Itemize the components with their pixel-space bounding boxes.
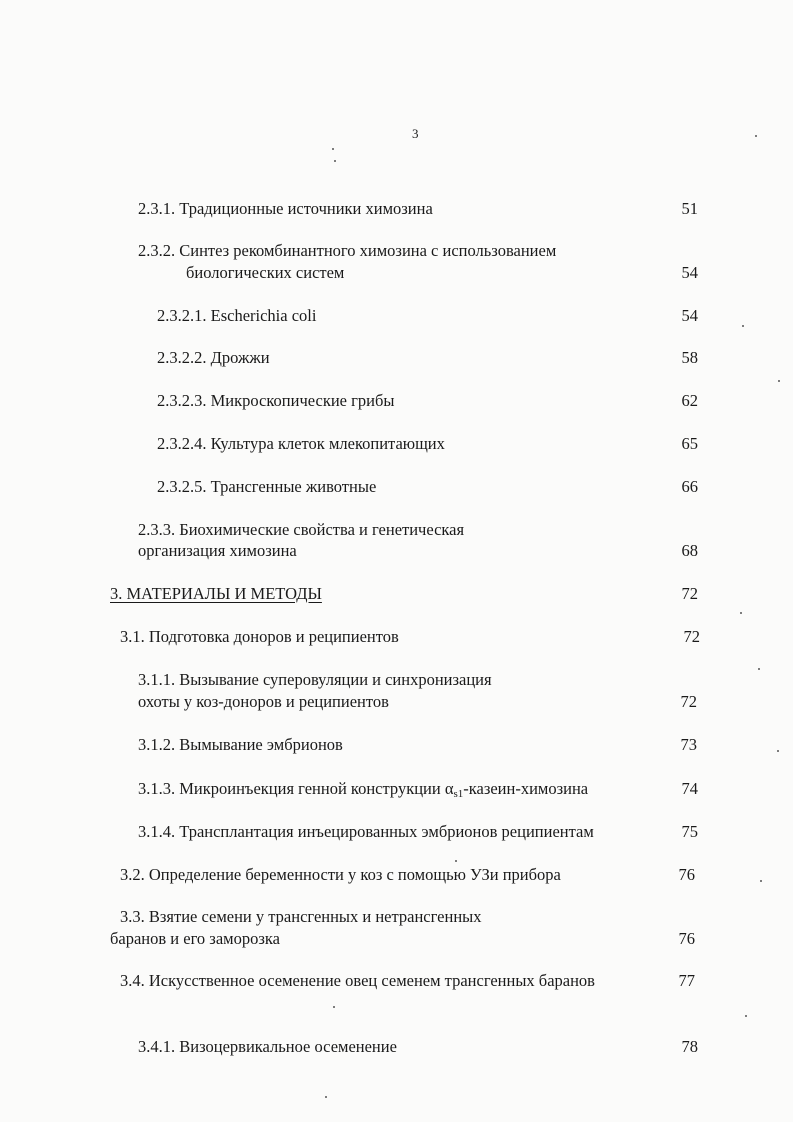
scan-speck bbox=[758, 668, 760, 670]
toc-entry-2-3-2-5-page: 66 bbox=[681, 477, 698, 496]
scan-speck bbox=[777, 750, 779, 752]
toc-entry-3-page: 72 bbox=[681, 584, 698, 603]
toc-entry-3-2-title: 3.2. Определение беременности у коз с помощью УЗи прибора bbox=[120, 865, 561, 884]
toc-entry-3-2-page: 76 bbox=[678, 865, 695, 884]
toc-entry-2-3-2-2-page: 58 bbox=[681, 348, 698, 367]
toc-entry-2-3-1-title: 2.3.1. Традиционные источники химозина bbox=[138, 199, 433, 218]
toc-entry-3-1-2-page: 73 bbox=[680, 735, 697, 754]
toc-entry-3-1-4-page: 75 bbox=[681, 822, 698, 841]
toc-entry-2-3-2-4-page: 65 bbox=[681, 434, 698, 453]
toc-entry-3-1-1-page: 72 bbox=[680, 692, 697, 711]
toc-entry-3-3-page: 76 bbox=[678, 929, 695, 948]
toc-entry-3-1-4-title: 3.1.4. Трансплантация инъецированных эмбрионов реципиентам bbox=[138, 822, 594, 841]
scan-speck bbox=[332, 148, 334, 150]
toc-entry-2-3-2-3-title: 2.3.2.3. Микроскопические грибы bbox=[157, 391, 395, 410]
scan-speck bbox=[455, 860, 457, 862]
toc-entry-2-3-2-3-page: 62 bbox=[681, 391, 698, 410]
toc-entry-2-3-2-1-title: 2.3.2.1. Escherichia coli bbox=[157, 306, 317, 325]
toc-entry-2-3-3-page: 68 bbox=[681, 541, 698, 560]
scan-speck bbox=[325, 1096, 327, 1098]
toc-entry-3-1-3-text-before: 3.1.3. Микроинъекция генной конструкции α bbox=[138, 779, 454, 798]
toc-entry-2-3-3-title-line1: 2.3.3. Биохимические свойства и генетическая bbox=[138, 520, 465, 539]
toc-entry-2-3-2-1-page: 54 bbox=[681, 306, 698, 325]
scan-speck bbox=[755, 135, 757, 137]
toc-entry-3-title: 3. МАТЕРИАЛЫ И МЕТОДЫ bbox=[110, 584, 322, 603]
page-number: 3 bbox=[412, 126, 419, 141]
toc-entry-2-3-2-title-line2: биологических систем bbox=[186, 263, 345, 282]
scan-speck bbox=[742, 325, 744, 327]
toc-entry-3-3-title-line2: баранов и его заморозка bbox=[110, 929, 280, 948]
toc-entry-3-4-1-page: 78 bbox=[681, 1037, 698, 1056]
scan-speck bbox=[778, 380, 780, 382]
toc-entry-2-3-2-5-title: 2.3.2.5. Трансгенные животные bbox=[157, 477, 377, 496]
toc-entry-2-3-2-4-title: 2.3.2.4. Культура клеток млекопитающих bbox=[157, 434, 445, 453]
toc-entry-3-1-3-page: 74 bbox=[681, 779, 698, 798]
toc-entry-3-1-title: 3.1. Подготовка доноров и реципиентов bbox=[120, 627, 399, 646]
toc-entry-3-1-3-title bbox=[138, 778, 588, 805]
toc-entry-3-1-2-title: 3.1.2. Вымывание эмбрионов bbox=[138, 735, 343, 754]
toc-entry-3-4-page: 77 bbox=[678, 971, 695, 990]
toc-entry-2-3-3-title-line2: организация химозина bbox=[138, 541, 297, 560]
toc-entry-3-1-3-text-after: -казеин-химозина bbox=[463, 779, 589, 798]
scan-speck bbox=[745, 1015, 747, 1017]
toc-entry-3-1-1-title-line1: 3.1.1. Вызывание суперовуляции и синхронизация bbox=[138, 670, 492, 689]
toc-entry-3-4-1-title: 3.4.1. Визоцервикальное осеменение bbox=[138, 1037, 397, 1056]
toc-entry-3-1-1-title-line2: охоты у коз-доноров и реципиентов bbox=[138, 692, 389, 711]
toc-entry-2-3-2-2-title: 2.3.2.2. Дрожжи bbox=[157, 348, 270, 367]
toc-entry-2-3-2-title-line1: 2.3.2. Синтез рекомбинантного химозина с использованием bbox=[138, 241, 557, 260]
toc-entry-3-3-title-line1: 3.3. Взятие семени у трансгенных и нетрансгенных bbox=[120, 907, 482, 926]
scan-speck bbox=[760, 880, 762, 882]
scan-speck bbox=[740, 612, 742, 614]
toc-entry-3-4-title: 3.4. Искусственное осеменение овец семенем трансгенных баранов bbox=[120, 971, 595, 990]
toc-entry-3-1-3-subscript: s1 bbox=[453, 788, 464, 800]
scan-speck bbox=[333, 1006, 335, 1008]
toc-entry-3-1-page: 72 bbox=[683, 627, 700, 646]
scan-speck bbox=[334, 160, 336, 162]
toc-entry-2-3-2-page: 54 bbox=[681, 263, 698, 282]
toc-entry-2-3-1-page: 51 bbox=[681, 199, 698, 218]
